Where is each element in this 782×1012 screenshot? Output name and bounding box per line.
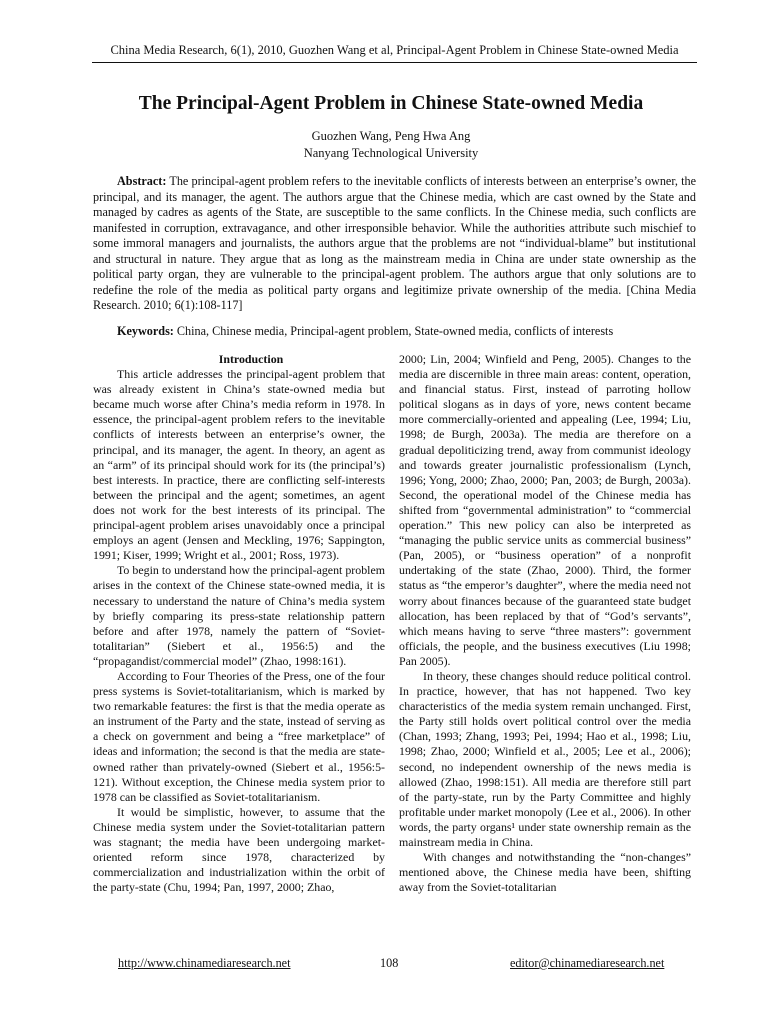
author-affiliation: Nanyang Technological University [303, 146, 479, 160]
section-heading-introduction: Introduction [218, 352, 284, 366]
keywords [93, 324, 696, 339]
body-paragraph: It would be simplistic, however, to assume that the Chinese media system under the Soviet-totalitarian pattern was stagnant; the media have been undergoing market-oriented reform since 1978, characterized by commercialization and industrialization within the orbit of the party-state (Chu, 1994; Pan, 1997, 2000; Zhao, [93, 804, 385, 895]
body-paragraph: This article addresses the principal-agent problem that was already existent in China’s state-owned media but became much worse after China’s media reform in 1978. In essence, the principal-agent problem refers to the inevitable conflicts of interests between an enterprise’s owner, the principal, and its manager, the agent. In theory, an agent as an “arm” of its principal should work for its (the principal’s) best interests. In practice, there are conflicting self-interests between the principal and the agent; sometimes, an agent does not work for the best interests of its principal. The principal-agent problem arises unavoidably once a principal employs an agent (Jensen and Meckling, 1976; Sappington, 1991; Kiser, 1999; Wright et al., 2001; Ross, 1973). [93, 367, 385, 563]
keywords-label: Keywords: [117, 324, 174, 338]
footer-website-link[interactable]: http://www.chinamediaresearch.net [118, 956, 291, 970]
author-block [60, 128, 722, 162]
paper-title: The Principal-Agent Problem in Chinese State-owned Media [138, 93, 644, 114]
page-number: 108 [380, 956, 399, 970]
abstract [93, 174, 696, 314]
body-column-right [399, 352, 691, 895]
running-header: China Media Research, 6(1), 2010, Guozhen Wang et al, Principal-Agent Problem in Chinese State-owned Media [110, 43, 679, 57]
body-paragraph: With changes and notwithstanding the “non-changes” mentioned above, the Chinese media have been, shifting away from the Soviet-totalitarian [399, 850, 691, 895]
keywords-text: China, Chinese media, Principal-agent problem, State-owned media, conflicts of interests [176, 324, 614, 338]
body-paragraph: 2000; Lin, 2004; Winfield and Peng, 2005). Changes to the media are discernible in three main areas: content, operation, and financial status. First, instead of parroting hollow political slogans as in days of yore, news content became more commercially-oriented and appealing (Lee, 1994; Liu, 1998; de Burgh, 2003a). The media are therefore on a gradual depoliticizing trend, away from communist ideology and towards greater journalistic professionalism (Lynch, 1996; Yong, 2000; Zhao, 2000; Pan, 2003; de Burgh, 2003a). Second, the operational model of the Chinese media has shifted from “governmental administration” to “commercial operation.” This new policy can also be interpreted as “managing the public service units as commercial business” (Pan, 2005), or “business operation” of a nonprofit undertaking of the state (Zhao, 2000). Third, the former status as “the emperor’s daughter”, where the media need not worry about finances because of the guaranteed state budget allocation, has been replaced by that of “God’s servants”, which means having to serve “three masters”: government officials, the people, and the business executives (Liu 1998; Pan 2005). [399, 352, 691, 668]
footer-email-link[interactable]: editor@chinamediaresearch.net [510, 956, 665, 970]
body-paragraph: To begin to understand how the principal-agent problem arises in the context of the Chinese state-owned media, it is necessary to understand the nature of China’s media system by briefly comparing its press-state relationship pattern before and after 1978, namely the pattern of “Soviet-totalitarian” (Siebert et al., 1956:5) and the “propagandist/commercial model” (Zhao, 1998:161). [93, 563, 385, 668]
abstract-text: The principal-agent problem refers to the inevitable conflicts of interests between an enterprise’s owner, the principal, and its manager, the agent. The authors argue that the Chinese media, which are cast owned by the State and managed by cadres as agents of the State, are susceptible to the same conflicts. In the Chinese media, such conflicts are manifested in corruption, extravagance, and other irresponsible behavior. While the authorities attribute such mischief to some immoral managers and journalists, the authors argue that the problems are not “individual-blame” but institutional and structural in nature. They argue that as long as the mainstream media in China are under state ownership as the political party organ, they are vulnerable to the principal-agent problem. The authors argue that only solutions are to redefine the role of the media as political party organs and legitimize private ownership of the media. [China Media Research. 2010; 6(1):108-117] [93, 174, 697, 312]
abstract-label: Abstract: [117, 174, 167, 188]
author-names: Guozhen Wang, Peng Hwa Ang [311, 129, 471, 143]
header-rule [92, 62, 697, 63]
body-paragraph: According to Four Theories of the Press, one of the four press systems is Soviet-totalitarianism, which is marked by two remarkable features: the first is that the media operate as an instrument of the Party and the state, instead of serving as a check on government and being a “free marketplace” of ideas and information; the second is that the media are state-owned rather than privately-owned (Siebert et al., 1956:5-121). Without exception, the Chinese media system prior to 1978 can be classified as Soviet-totalitarianism. [93, 668, 385, 804]
body-column-left [93, 352, 385, 895]
body-paragraph: In theory, these changes should reduce political control. In practice, however, that has not happened. Two key characteristics of the media system remain unchanged. First, the Party still holds overt political control over the media (Chan, 1993; Zhang, 1993; Pei, 1994; Hao et al., 1998; Liu, 1998; Zhao, 2000; Winfield et al., 2005; Lee et al., 2006); second, no independent ownership of the news media is allowed (Zhao, 1998:151). All media are therefore still part of the party-state, run by the Party Committee and highly profitable under market monopoly (Lee et al., 2006). In other words, the party organs¹ under state ownership remain as the mainstream media in China. [399, 668, 691, 849]
